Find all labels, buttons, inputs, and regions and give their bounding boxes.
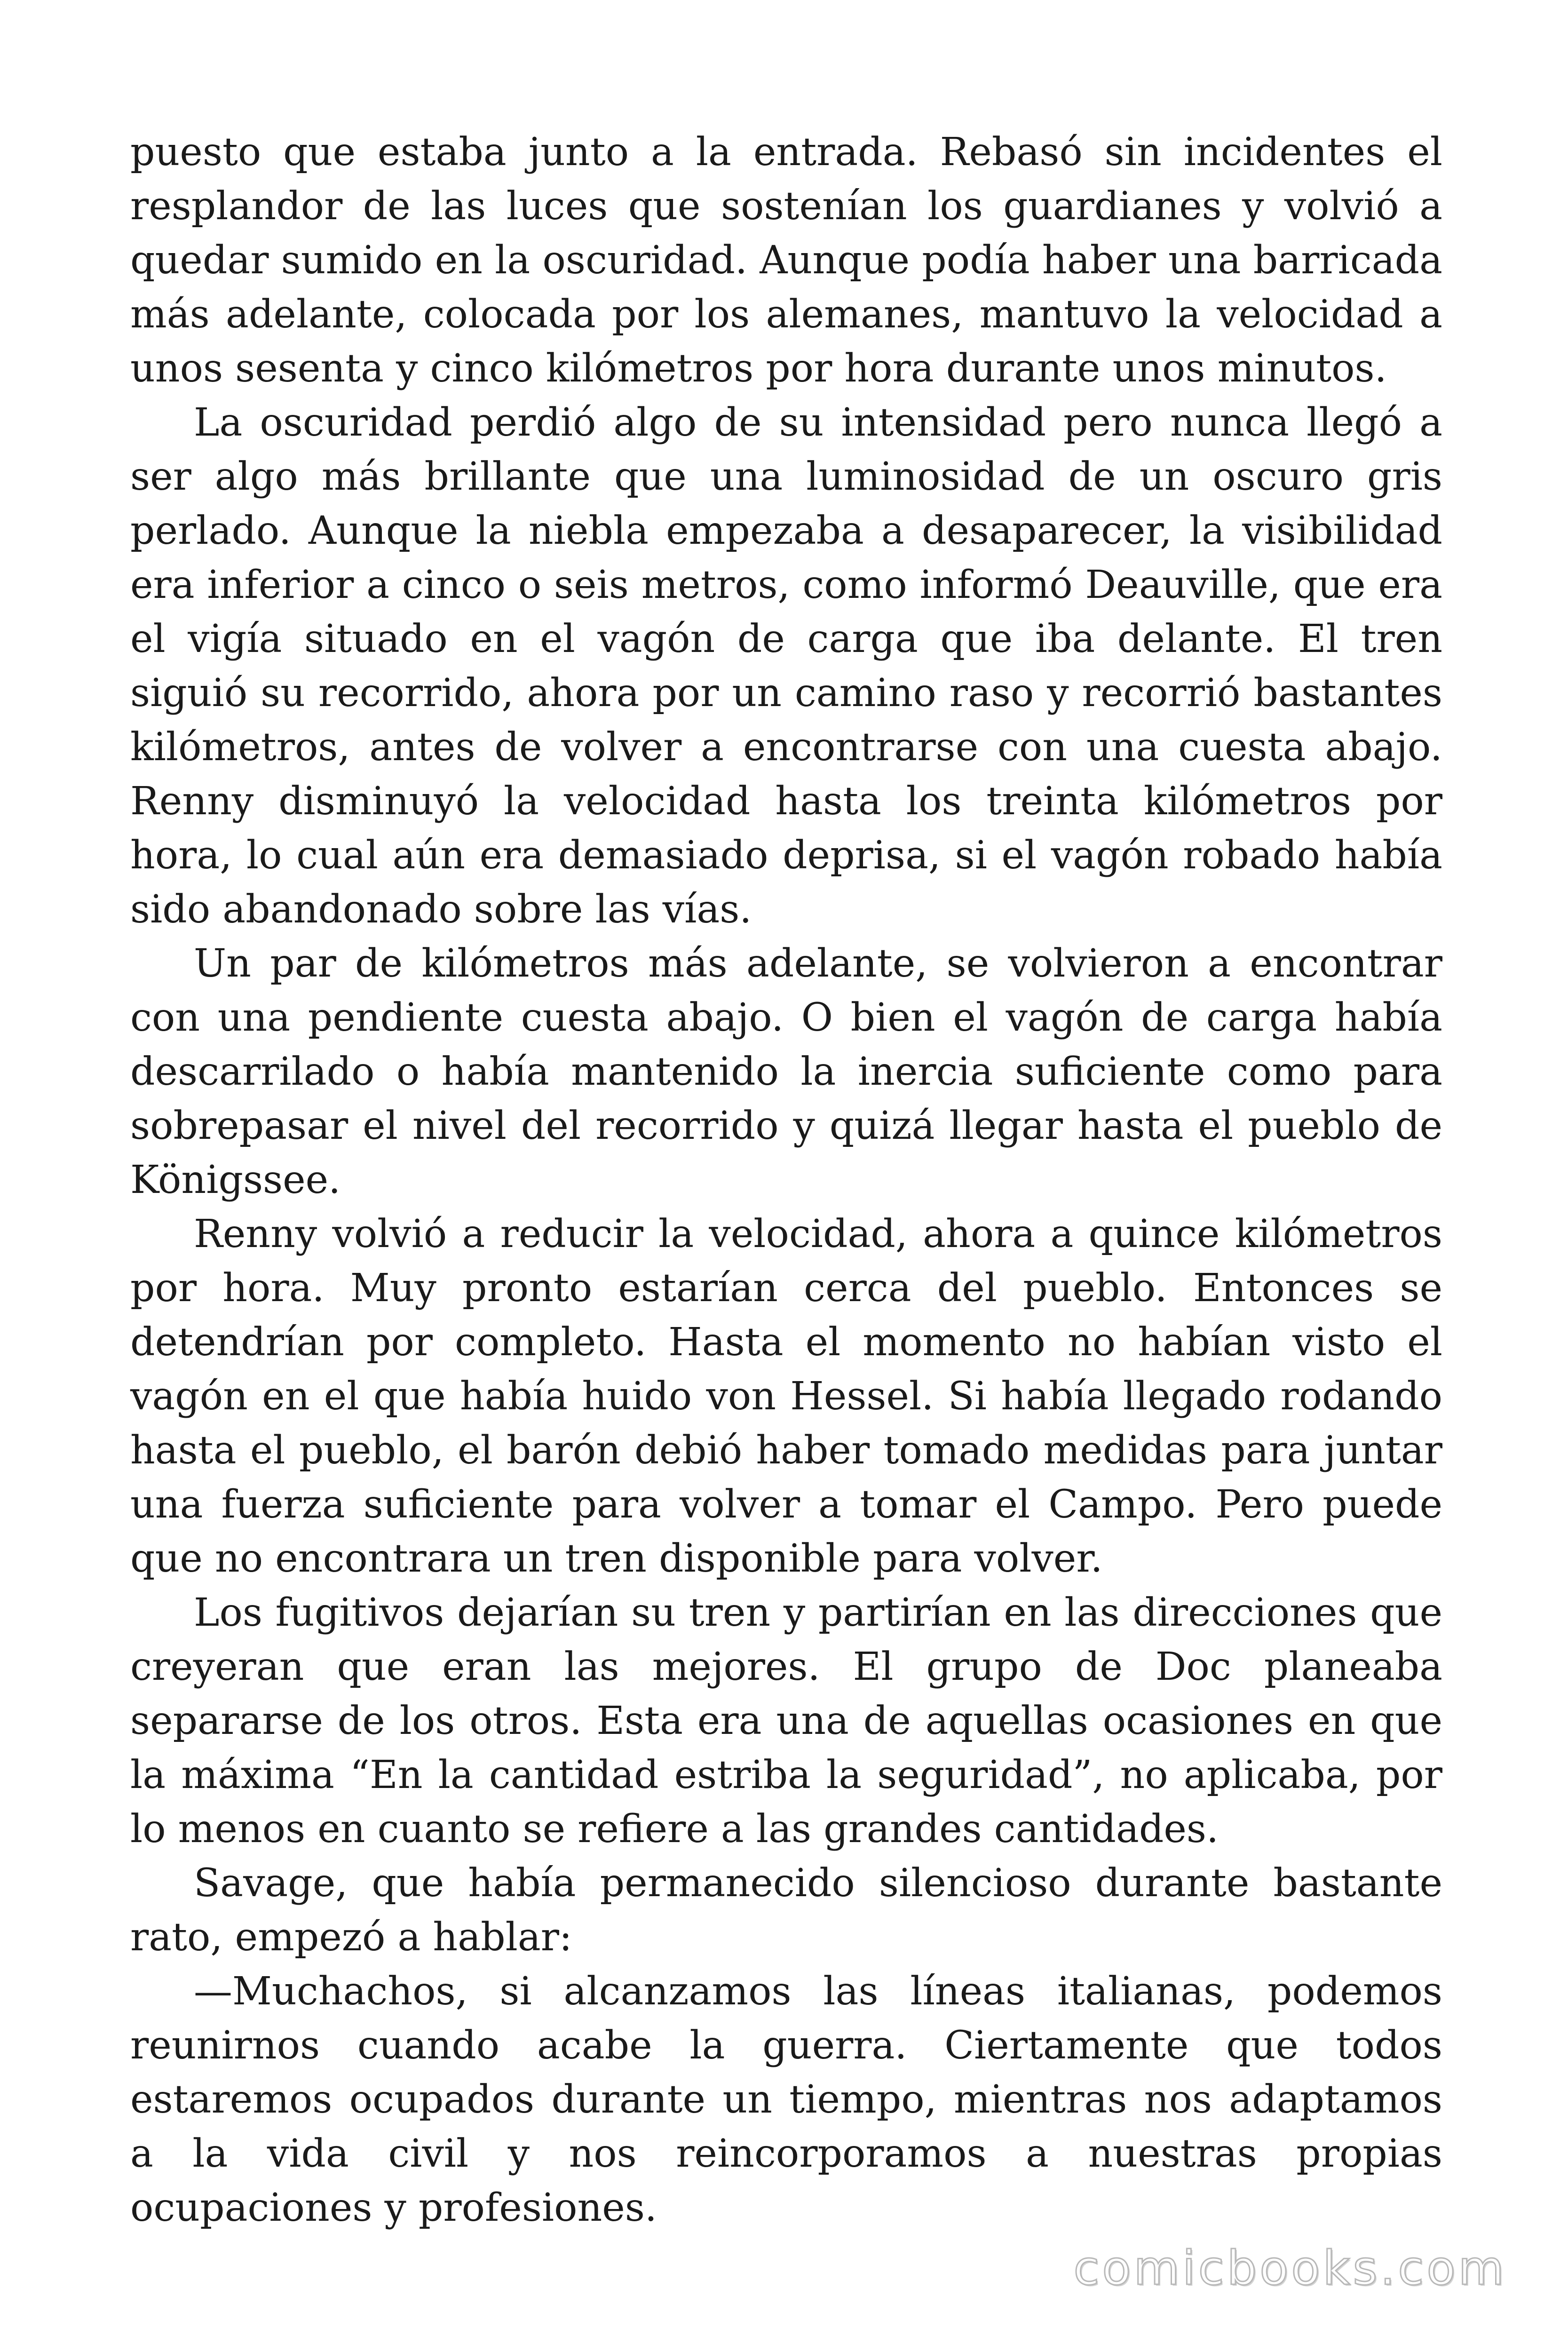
page-body	[130, 125, 1442, 2235]
watermark: comicbooks.com	[1073, 2241, 1507, 2296]
paragraph: —Muchachos, si alcanzamos las líneas italianas, podemos reunirnos cuando acabe la guerra. Ciertamente que todos estaremos ocupados durante un tiempo, mientras nos adaptamos a la vida civil y nos reincorporamos a nuestras propias ocupaciones y profesiones.	[130, 1969, 1442, 2230]
paragraph: Renny volvió a reducir la velocidad, ahora a quince kilómetros por hora. Muy pronto estarían cerca del pueblo. Entonces se detendrían por completo. Hasta el momento no habían visto el vagón en el que había huido von Hessel. Si había llegado rodando hasta el pueblo, el barón debió haber tomado medidas para juntar una fuerza suficiente para volver a tomar el Campo. Pero puede que no encontrara un tren disponible para volver.	[130, 1212, 1442, 1581]
paragraph: puesto que estaba junto a la entrada. Rebasó sin incidentes el resplandor de las luces que sostenían los guardianes y volvió a quedar sumido en la oscuridad. Aunque podía haber una barricada más adelante, colocada por los alemanes, mantuvo la velocidad a unos sesenta y cinco kilómetros por hora durante unos minutos.	[130, 130, 1442, 391]
paragraph: Un par de kilómetros más adelante, se volvieron a encontrar con una pendiente cuesta abajo. O bien el vagón de carga había descarrilado o había mantenido la inercia suficiente como para sobrepasar el nivel del recorrido y quizá llegar hasta el pueblo de Königssee.	[130, 941, 1442, 1202]
paragraph: La oscuridad perdió algo de su intensidad pero nunca llegó a ser algo más brillante que una luminosidad de un oscuro gris perlado. Aunque la niebla empezaba a desaparecer, la visibilidad era inferior a cinco o seis metros, como informó Deauville, que era el vigía situado en el vagón de carga que iba delante. El tren siguió su recorrido, ahora por un camino raso y recorrió bastantes kilómetros, antes de volver a encontrarse con una cuesta abajo. Renny disminuyó la velocidad hasta los treinta kilómetros por hora, lo cual aún era demasiado deprisa, si el vagón robado había sido abandonado sobre las vías.	[130, 400, 1442, 932]
paragraph: Los fugitivos dejarían su tren y partirían en las direcciones que creyeran que eran las mejores. El grupo de Doc planeaba separarse de los otros. Esta era una de aquellas ocasiones en que la máxima “En la cantidad estriba la seguridad”, no aplicaba, por lo menos en cuanto se refiere a las grandes cantidades.	[130, 1590, 1442, 1851]
paragraph: Savage, que había permanecido silencioso durante bastante rato, empezó a hablar:	[130, 1861, 1442, 1960]
